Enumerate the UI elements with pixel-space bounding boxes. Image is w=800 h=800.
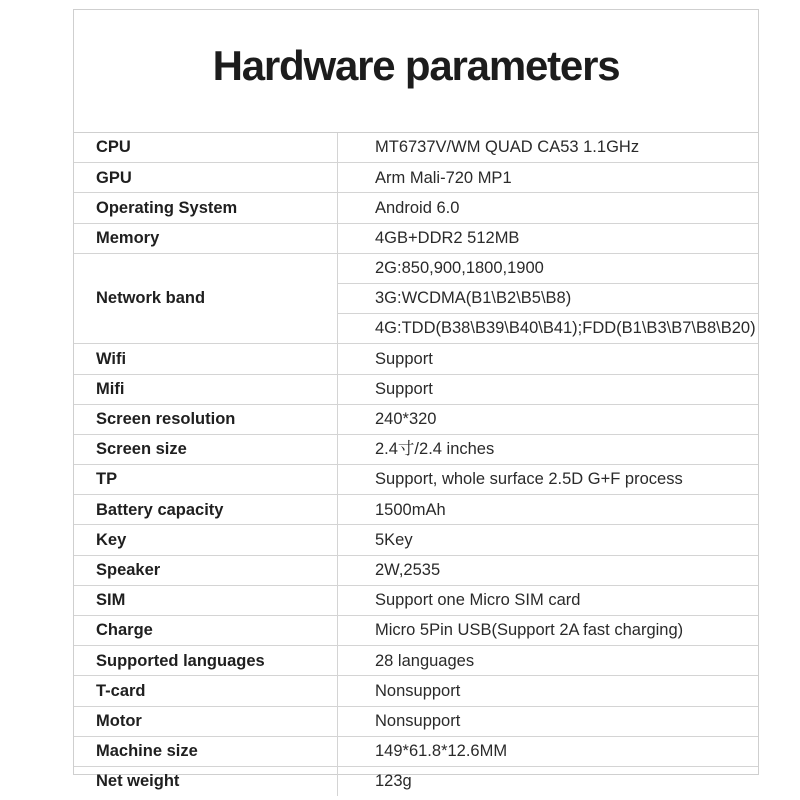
table-row-tcard	[74, 676, 758, 706]
table-row-wifi	[74, 344, 758, 374]
spec-value: 4GB+DDR2 512MB	[338, 223, 759, 253]
spec-label: Net weight	[74, 766, 338, 796]
spec-label: Mifi	[74, 374, 338, 404]
spec-value: Micro 5Pin USB(Support 2A fast charging)	[338, 616, 759, 646]
spec-value: 2W,2535	[338, 555, 759, 585]
table-row-gpu	[74, 163, 758, 193]
spec-label: Key	[74, 525, 338, 555]
spec-label: GPU	[74, 163, 338, 193]
spec-value: 28 languages	[338, 646, 759, 676]
table-row-resolution	[74, 404, 758, 434]
spec-label: Network band	[74, 253, 338, 344]
table-row-memory	[74, 223, 758, 253]
spec-label: Charge	[74, 616, 338, 646]
spec-label: T-card	[74, 676, 338, 706]
table-row-battery	[74, 495, 758, 525]
page-title: Hardware parameters	[212, 42, 620, 89]
table-row-screen-size	[74, 434, 758, 464]
table-row-sim	[74, 585, 758, 615]
title-box	[74, 10, 758, 133]
spec-label: CPU	[74, 133, 338, 163]
spec-value: 149*61.8*12.6MM	[338, 736, 759, 766]
spec-value: Support, whole surface 2.5D G+F process	[338, 465, 759, 495]
spec-value: 1500mAh	[338, 495, 759, 525]
spec-value: Support one Micro SIM card	[338, 585, 759, 615]
spec-value: Nonsupport	[338, 676, 759, 706]
spec-label: Battery capacity	[74, 495, 338, 525]
spec-value: 123g	[338, 766, 759, 796]
spec-label: Screen resolution	[74, 404, 338, 434]
table-row-speaker	[74, 555, 758, 585]
table-row-languages	[74, 646, 758, 676]
spec-value: Support	[338, 344, 759, 374]
spec-value: 2.4寸/2.4 inches	[338, 434, 759, 464]
spec-value: Arm Mali-720 MP1	[338, 163, 759, 193]
spec-value-2g: 2G:850,900,1800,1900	[338, 253, 759, 283]
table-row-network-2g	[74, 253, 758, 283]
spec-value-3g: 3G:WCDMA(B1\B2\B5\B8)	[338, 283, 759, 313]
spec-label: Supported languages	[74, 646, 338, 676]
spec-label: Memory	[74, 223, 338, 253]
table-row-mifi	[74, 374, 758, 404]
spec-label: Speaker	[74, 555, 338, 585]
spec-value: Nonsupport	[338, 706, 759, 736]
spec-value: 5Key	[338, 525, 759, 555]
table-row-machine-size	[74, 736, 758, 766]
spec-value: 240*320	[338, 404, 759, 434]
table-row-tp	[74, 465, 758, 495]
spec-label: Wifi	[74, 344, 338, 374]
spec-value-4g: 4G:TDD(B38\B39\B40\B41);FDD(B1\B3\B7\B8\B20)	[338, 314, 759, 344]
table-row-motor	[74, 706, 758, 736]
table-row-charge	[74, 616, 758, 646]
spec-table	[74, 133, 758, 796]
table-row-weight	[74, 766, 758, 796]
table-row-key	[74, 525, 758, 555]
spec-value: Support	[338, 374, 759, 404]
spec-label: Operating System	[74, 193, 338, 223]
spec-value: Android 6.0	[338, 193, 759, 223]
spec-label: Screen size	[74, 434, 338, 464]
spec-value: MT6737V/WM QUAD CA53 1.1GHz	[375, 138, 640, 157]
spec-label: TP	[74, 465, 338, 495]
table-row-os	[74, 193, 758, 223]
table-row-cpu	[74, 133, 758, 163]
spec-label: Motor	[74, 706, 338, 736]
spec-label: SIM	[74, 585, 338, 615]
spec-label: Machine size	[74, 736, 338, 766]
spec-sheet	[73, 9, 759, 791]
